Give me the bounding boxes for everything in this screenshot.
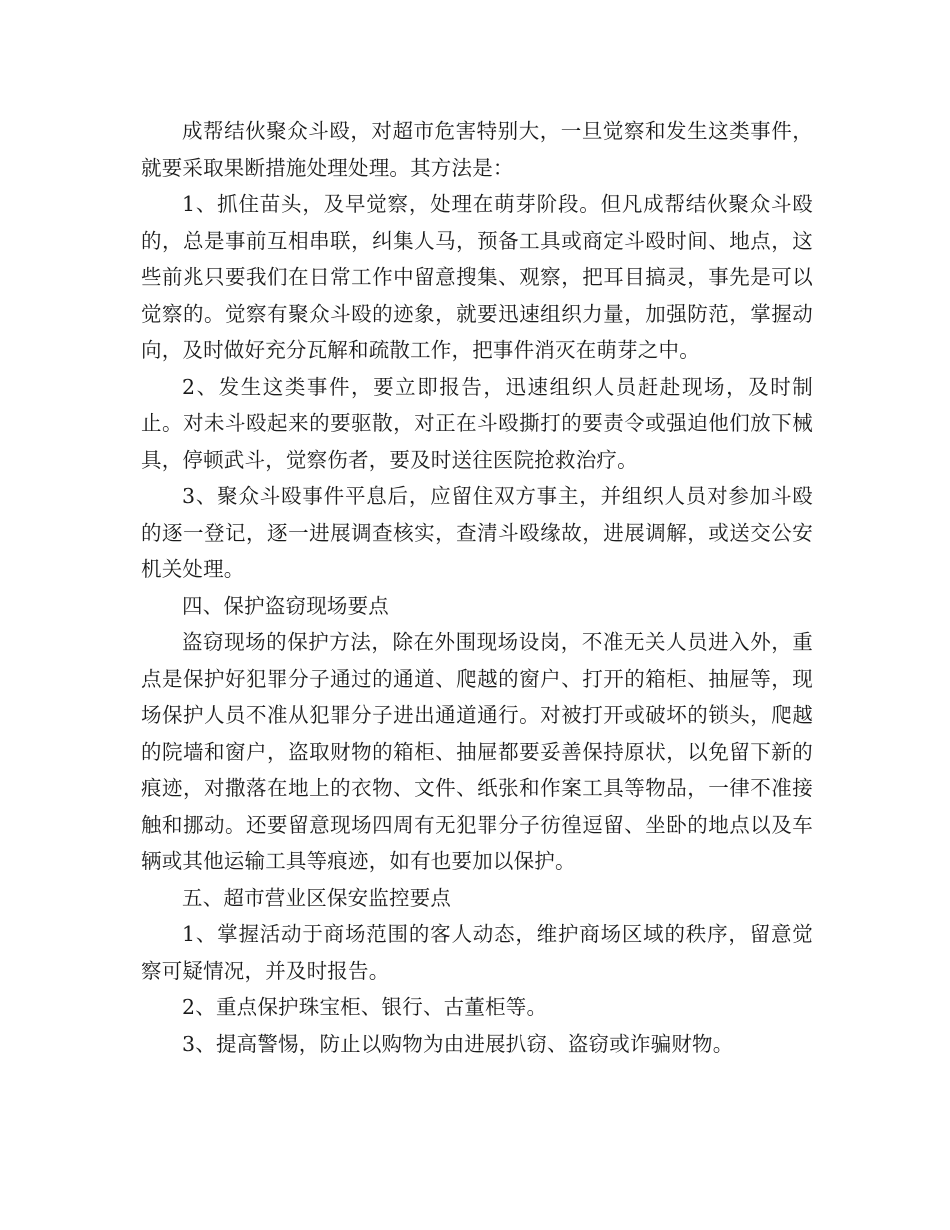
paragraph-item-2: 2、发生这类事件，要立即报告，迅速组织人员赶赴现场，及时制止。对未斗殴起来的要驱散，对正在斗殴撕打的要责令或强迫他们放下械具，停顿武斗，觉察伤者，要及时送往医院抢救治疗。	[141, 374, 813, 472]
paragraph-intro: 成帮结伙聚众斗殴，对超市危害特别大，一旦觉察和发生这类事件，就要采取果断措施处理处理。其方法是：	[141, 119, 813, 180]
document-body	[141, 113, 813, 1062]
section-heading-5: 五、超市营业区保安监控要点	[182, 885, 452, 910]
paragraph-monitor-3: 3、提高警惕，防止以购物为由进展扒窃、盗窃或诈骗财物。	[182, 1031, 734, 1056]
paragraph-monitor-2: 2、重点保护珠宝柜、银行、古董柜等。	[182, 995, 548, 1019]
paragraph-item-1: 1、抓住苗头，及早觉察，处理在萌芽阶段。但凡成帮结伙聚众斗殴的，总是事前互相串联，纠集人马，预备工具或商定斗殴时间、地点，这些前兆只要我们在日常工作中留意搜集、观察，把耳目搞灵，事先是可以觉察的。觉察有聚众斗殴的迹象，就要迅速组织力量，加强防范，掌握动向，及时做好充分瓦解和疏散工作，把事件消灭在萌芽之中。	[141, 192, 813, 362]
paragraph-monitor-1: 1、掌握活动于商场范围的客人动态，维护商场区域的秩序，留意觉察可疑情况，并及时报告。	[141, 922, 813, 983]
paragraph-theft-scene: 盗窃现场的保护方法，除在外围现场设岗，不准无关人员进入外，重点是保护好犯罪分子通过的通道、爬越的窗户、打开的箱柜、抽屉等，现场保护人员不准从犯罪分子进出通道通行。对被打开或破坏的锁头，爬越的院墙和窗户，盗取财物的箱柜、抽屉都要妥善保持原状，以免留下新的痕迹，对撒落在地上的衣物、文件、纸张和作案工具等物品，一律不准接触和挪动。还要留意现场四周有无犯罪分子彷徨逗留、坐卧的地点以及车辆或其他运输工具等痕迹，如有也要加以保护。	[141, 630, 813, 873]
paragraph-item-3: 3、聚众斗殴事件平息后，应留住双方事主，并组织人员对参加斗殴的逐一登记，逐一进展调查核实，查清斗殴缘故，进展调解，或送交公安机关处理。	[141, 484, 813, 581]
section-heading-4: 四、保护盗窃现场要点	[182, 593, 389, 618]
